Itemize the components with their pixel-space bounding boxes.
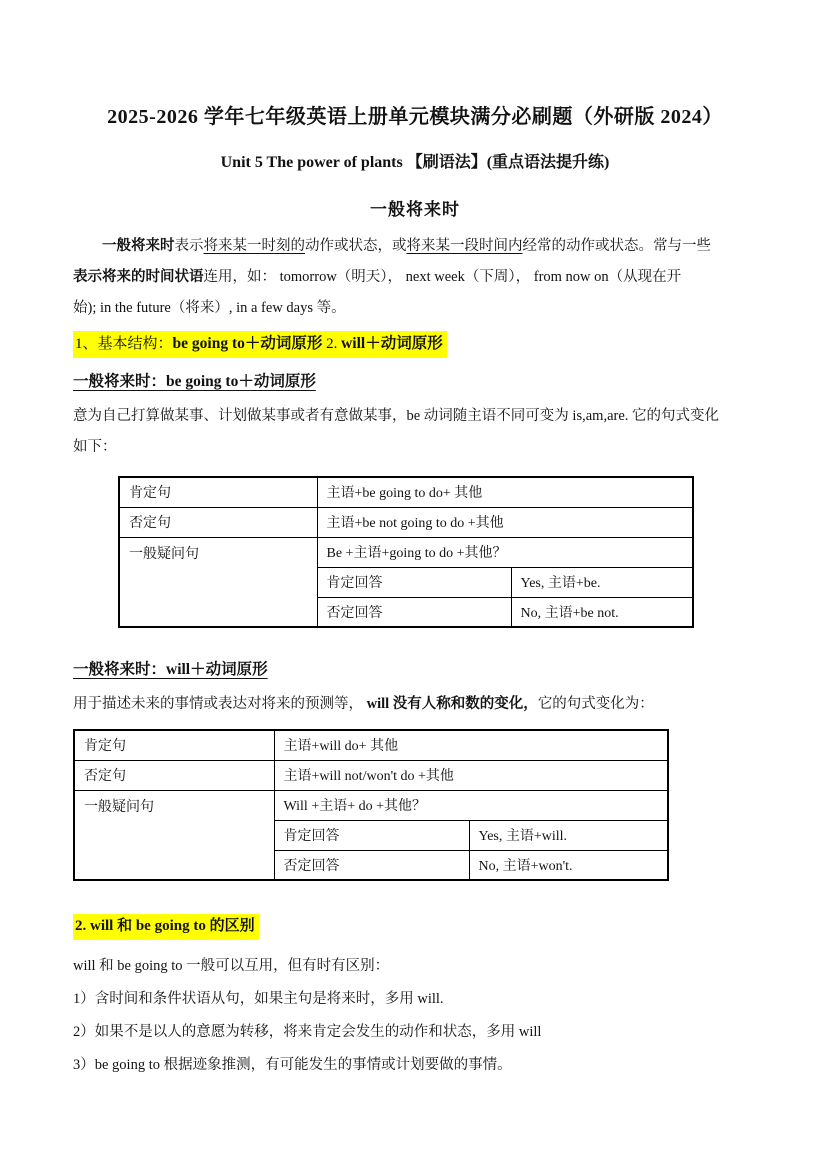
will-desc-text: 用于描述未来的事情或表达对将来的预测等，	[73, 696, 367, 712]
table-row	[119, 537, 693, 567]
cell-negative-label: 否定句	[74, 760, 274, 790]
cell-question-label: 一般疑问句	[74, 790, 274, 880]
intro-text: 经常的动作或状态。常与一些	[522, 238, 711, 254]
table-row	[119, 507, 693, 537]
intro-text: 动作或状态，或	[305, 238, 407, 254]
document-content	[0, 104, 827, 1076]
table-row	[74, 760, 668, 790]
difference-item-2: 2）如果不是以人的意愿为转移，将来肯定会发生的动作和状态，多用 will	[73, 1024, 542, 1040]
cell-yes-answer: Yes, 主语+will.	[469, 820, 668, 850]
table-row	[74, 790, 668, 820]
difference-intro: will 和 be going to 一般可以互用，但有时有区别：	[73, 958, 390, 974]
intro-line-3: 始); in the future（将来）, in a few days 等。	[73, 300, 346, 316]
structure-heading-line	[73, 331, 757, 358]
cell-yes-label: 肯定回答	[317, 567, 511, 597]
will-desc-line	[73, 689, 757, 720]
cell-question-pattern: Will +主语+ do +其他？	[274, 790, 668, 820]
cell-negative-label: 否定句	[119, 507, 317, 537]
intro-paragraph	[73, 231, 757, 324]
intro-underlined-2: 将来某一段时间内	[406, 238, 523, 254]
cell-affirmative-pattern: 主语+will do+ 其他	[274, 730, 668, 760]
structure-heading-number: 1、基本结构：	[75, 336, 173, 352]
structure-form-will: will＋动词原形	[341, 335, 443, 352]
cell-no-label: 否定回答	[317, 597, 511, 627]
cell-no-answer: No, 主语+won't.	[469, 850, 668, 880]
be-going-to-heading: 一般将来时：be going to＋动词原形	[73, 373, 316, 390]
will-desc-bold: will 没有人称和数的变化，	[366, 696, 538, 712]
difference-heading-highlight: 2. will 和 be going to 的区别	[73, 914, 259, 940]
difference-heading-line	[73, 914, 757, 940]
cell-question-label: 一般疑问句	[119, 537, 317, 627]
intro-term: 一般将来时	[102, 238, 175, 254]
cell-affirmative-label: 肯定句	[74, 730, 274, 760]
doc-subtitle: Unit 5 The power of plants 【刷语法】(重点语法提升练)	[220, 154, 610, 171]
intro-text: 连用，如： tomorrow（明天）， next week（下周）， from now on（从现在开	[203, 269, 682, 285]
difference-item-1: 1）含时间和条件状语从句，如果主句是将来时，多用 will.	[73, 991, 444, 1007]
will-desc-text: 它的句式变化为：	[537, 696, 654, 712]
be-going-to-description	[73, 401, 757, 463]
cell-affirmative-pattern: 主语+be going to do+ 其他	[317, 477, 693, 507]
doc-title: 2025-2026 学年七年级英语上册单元模块满分必刷题（外研版 2024）	[107, 106, 723, 128]
intro-term-time-adverbial: 表示将来的时间状语	[73, 269, 204, 285]
will-table	[73, 729, 669, 881]
table-row	[119, 477, 693, 507]
be-going-to-table	[118, 476, 694, 628]
intro-line-2	[73, 262, 757, 293]
intro-line-1	[73, 231, 757, 262]
will-description	[73, 689, 757, 720]
cell-negative-pattern: 主语+will not/won't do +其他	[274, 760, 668, 790]
table-row	[74, 730, 668, 760]
structure-heading-separator: 2.	[322, 336, 342, 352]
cell-negative-pattern: 主语+be not going to do +其他	[317, 507, 693, 537]
grammar-section-title: 一般将来时	[370, 200, 460, 219]
intro-text: 表示	[174, 238, 204, 254]
cell-yes-label: 肯定回答	[274, 820, 469, 850]
structure-form-be-going-to: be going to＋动词原形	[172, 335, 323, 352]
will-heading: 一般将来时：will＋动词原形	[73, 661, 268, 678]
be-going-to-desc-line-2: 如下：	[73, 439, 117, 455]
cell-question-pattern: Be +主语+going to do +其他？	[317, 537, 693, 567]
structure-heading-highlight	[73, 331, 447, 358]
cell-yes-answer: Yes, 主语+be.	[511, 567, 693, 597]
intro-underlined-1: 将来某一时刻的	[203, 238, 305, 254]
cell-no-answer: No, 主语+be not.	[511, 597, 693, 627]
be-going-to-desc-line-1: 意为自己打算做某事、计划做某事或者有意做某事，be 动词随主语不同可变为 is,am,are. 它的句式变化	[73, 408, 720, 424]
cell-no-label: 否定回答	[274, 850, 469, 880]
cell-affirmative-label: 肯定句	[119, 477, 317, 507]
difference-item-3: 3）be going to 根据迹象推测，有可能发生的事情或计划要做的事情。	[73, 1057, 512, 1073]
